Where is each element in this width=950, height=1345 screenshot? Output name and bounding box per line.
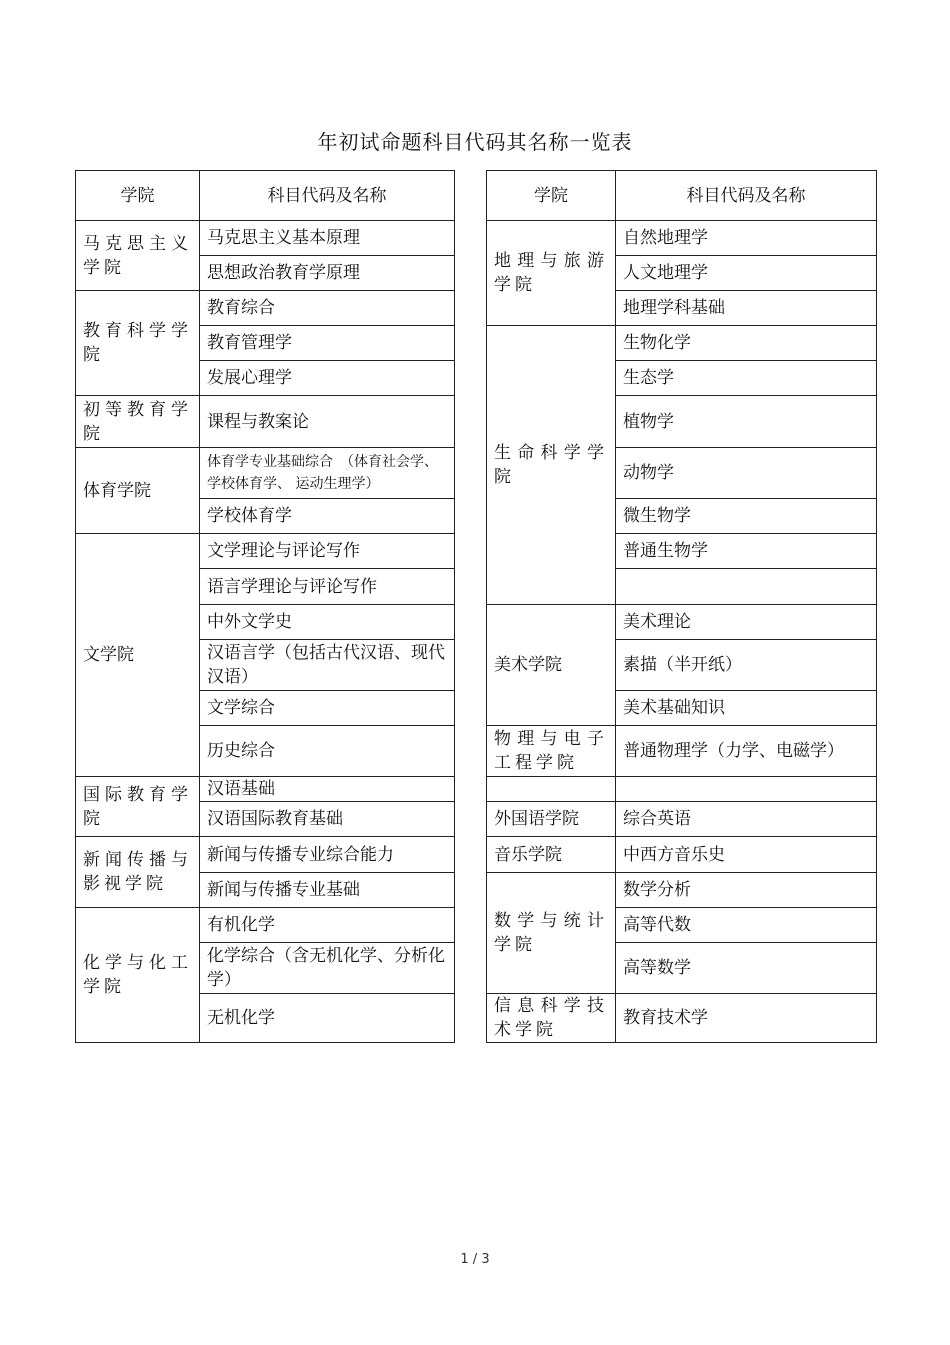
subject-cell: 汉语基础 [200, 777, 455, 802]
subject-cell: 美术理论 [616, 605, 877, 640]
subject-cell: 素描（半开纸） [616, 640, 877, 691]
subject-cell: 新闻与传播专业综合能力 [200, 837, 455, 873]
college-cell: 数学与统计学院 [487, 873, 616, 994]
college-cell: 马克思主义学院 [76, 221, 200, 291]
college-cell: 音乐学院 [487, 837, 616, 873]
subject-cell: 教育技术学 [616, 994, 877, 1043]
subject-cell: 高等数学 [616, 943, 877, 994]
subject-cell: 教育综合 [200, 291, 455, 326]
subject-cell: 无机化学 [200, 994, 455, 1043]
subject-cell: 中西方音乐史 [616, 837, 877, 873]
subject-cell: 马克思主义基本原理 [200, 221, 455, 256]
subject-cell: 发展心理学 [200, 361, 455, 396]
header-college: 学院 [487, 171, 616, 221]
college-cell: 国际教育学院 [76, 777, 200, 837]
subject-cell: 普通生物学 [616, 534, 877, 569]
header-college: 学院 [76, 171, 200, 221]
college-cell: 体育学院 [76, 448, 200, 534]
page-title: 年初试命题科目代码其名称一览表 [317, 130, 633, 154]
subject-cell: 植物学 [616, 396, 877, 448]
empty-cell [616, 777, 877, 802]
subject-cell: 化学综合（含无机化学、分析化学） [200, 943, 455, 994]
college-cell: 教育科学学院 [76, 291, 200, 396]
header-subject: 科目代码及名称 [200, 171, 455, 221]
subject-cell: 新闻与传播专业基础 [200, 873, 455, 908]
college-cell: 文学院 [76, 534, 200, 777]
subject-cell: 自然地理学 [616, 221, 877, 256]
empty-cell [616, 569, 877, 605]
subject-cell: 美术基础知识 [616, 691, 877, 726]
subject-cell: 生物化学 [616, 326, 877, 361]
subject-cell: 地理学科基础 [616, 291, 877, 326]
college-cell: 外国语学院 [487, 802, 616, 837]
subject-table-left [75, 170, 455, 1043]
college-cell: 信息科学技术学院 [487, 994, 616, 1043]
subject-cell: 汉语言学（包括古代汉语、现代汉语） [200, 640, 455, 691]
college-cell: 物理与电子工程学院 [487, 726, 616, 777]
subject-table-right [486, 170, 877, 1043]
college-cell: 美术学院 [487, 605, 616, 726]
subject-cell: 历史综合 [200, 726, 455, 777]
subject-cell: 汉语国际教育基础 [200, 802, 455, 837]
subject-cell: 人文地理学 [616, 256, 877, 291]
subject-cell: 体育学专业基础综合 （体育社会学、学校体育学、 运动生理学） [200, 448, 455, 499]
college-cell: 地理与旅游学院 [487, 221, 616, 326]
subject-cell: 生态学 [616, 361, 877, 396]
subject-cell: 有机化学 [200, 908, 455, 943]
subject-cell: 中外文学史 [200, 605, 455, 640]
subject-cell: 普通物理学（力学、电磁学） [616, 726, 877, 777]
college-cell: 生命科学学院 [487, 326, 616, 605]
empty-cell [487, 777, 616, 802]
subject-cell: 文学理论与评论写作 [200, 534, 455, 569]
page-number: 1 / 3 [460, 1252, 490, 1267]
subject-cell: 学校体育学 [200, 499, 455, 534]
college-cell: 新闻传播与影视学院 [76, 837, 200, 908]
subject-cell: 语言学理论与评论写作 [200, 569, 455, 605]
header-subject: 科目代码及名称 [616, 171, 877, 221]
subject-cell: 动物学 [616, 448, 877, 499]
subject-cell: 文学综合 [200, 691, 455, 726]
college-cell: 初等教育学院 [76, 396, 200, 448]
subject-cell: 思想政治教育学原理 [200, 256, 455, 291]
subject-cell: 微生物学 [616, 499, 877, 534]
college-cell: 化学与化工学院 [76, 908, 200, 1043]
subject-cell: 高等代数 [616, 908, 877, 943]
subject-cell: 课程与教案论 [200, 396, 455, 448]
subject-cell: 教育管理学 [200, 326, 455, 361]
subject-cell: 综合英语 [616, 802, 877, 837]
subject-cell: 数学分析 [616, 873, 877, 908]
